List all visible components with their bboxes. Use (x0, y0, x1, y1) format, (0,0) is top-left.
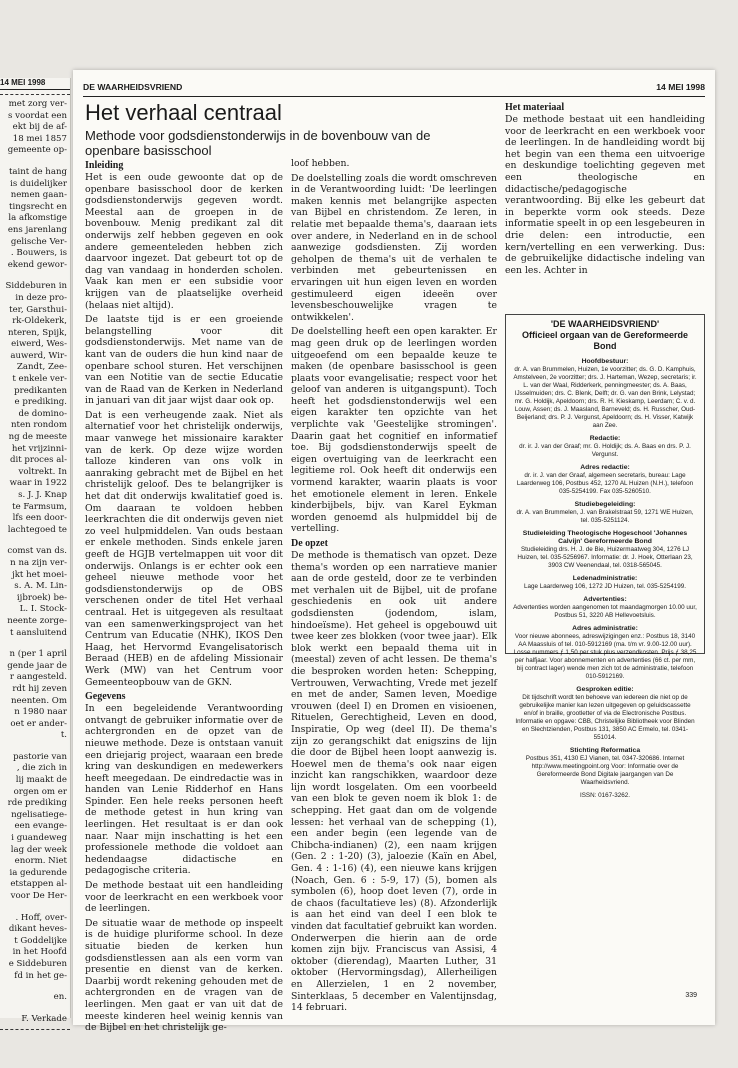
colophon-section-body: ISSN: 0167-3262. (579, 792, 631, 799)
paragraph-gap (0, 982, 70, 992)
colophon-section-body: Lage Laarderweg 106, 1272 JD Huizen, tel. 035-5254199. (523, 583, 687, 590)
left-text-line: ens jarenlang (7, 224, 67, 235)
left-text-line: s. J. J. Knap (18, 490, 67, 500)
left-text-line: met zorg ver- (8, 99, 67, 109)
left-text-line: , die zich in (16, 763, 67, 774)
colophon-section-body: dr. A. van Brummelen, Huizen, 1e voorzitter; ds. G. D. Kamphuis, Amstelveen, 2e voorzitter; drs. J. Harteman, Wezep, secretaris; ir. L. van der Waal, Ridderkerk, penningmeester; ds. A. Baas, IJsselmuiden; drs. C. Blenk, Delft; dr. G. van den Brink, Lelystad; mr. G. Holdijk, Apeldoorn; drs. R. H. Kieskamp, Leerdam; C. v. d. Louw, Assen; ds. J. Maasland, Barneveld; ds. H. Russcher, Oud-Beijerland; drs. P. J. Vergunst, Apeldoorn; ds. H. Visser, Katwijk aan Zee. (513, 366, 697, 429)
paragraph: De situatie waar de methode op inspeelt is de huidige pluriforme school. In deze situatie bieden de kerken hun godsdienstlessen aan als een vorm van presentie en dienst van de kerken. Daarbij wordt rekening gehouden met de achtergronden en de vragen van de leerlingen. Men gaat er van uit dat de meeste kinderen heel weinig kennis van de Bijbel en het christelijk ge- (85, 917, 283, 1034)
left-text-line: Siddeburen in (5, 281, 67, 292)
colophon-section-title: Adres administratie: (572, 625, 638, 632)
left-text-line: ng de meeste (8, 432, 67, 443)
colophon-section-body: dr. ir. J. van der Graaf, algemeen secretaris, bureau: Lage Laarderweg 106, Postbus 452, 1270 AL Huizen (N.H.), telefoon 035-5254199. Fax 035-5260510. (516, 472, 694, 495)
left-text-line: 18 mei 1857 (12, 133, 67, 144)
section-heading: De opzet (291, 538, 328, 549)
left-text-line: s. A. M. Lin- (14, 581, 67, 592)
left-text-line: s voordat een (8, 110, 67, 121)
left-text-line: orgen om er (13, 786, 67, 797)
left-text-line: etstappen al- (10, 879, 67, 890)
left-text-line: t Goddelijke (14, 935, 67, 946)
text-column-2 (291, 158, 497, 1017)
previous-page-strip (0, 78, 71, 1024)
left-text-line: predikanten (14, 385, 67, 396)
left-text-line: voor De Her- (10, 891, 67, 901)
left-text-line: r aangesteld. (9, 672, 67, 683)
paragraph: loof hebben. (291, 158, 350, 169)
left-text-line: eiwerd, Wes- (11, 339, 67, 350)
colophon-sections (512, 358, 698, 800)
colophon-section (512, 686, 698, 742)
left-text-line: enorm. Niet (14, 856, 67, 867)
colophon-section-title: Redactie: (589, 435, 621, 442)
colophon-box (505, 314, 705, 799)
colophon-section-title: Advertenties: (583, 596, 627, 603)
left-text-line: jkt het moei- (12, 569, 67, 580)
colophon-section-body: Advertenties worden aangenomen tot maandagmorgen 10.00 uur, Postbus 51, 3220 AB Hellevoetsluis. (513, 604, 697, 619)
article-title: Het verhaal centraal (85, 100, 282, 125)
left-text-line: . Hoff, over- (15, 912, 67, 923)
left-text-line: de domino- (18, 408, 67, 419)
colophon-section-title: Studiebegeleiding: (574, 501, 636, 508)
page-number: 339 (685, 992, 697, 999)
left-text-line: rdt hij zeven (12, 683, 67, 694)
text-column-1 (85, 158, 283, 1037)
left-text-line: lag der week (10, 844, 67, 855)
left-text-line: is duidelijker (10, 178, 67, 189)
colophon-title: 'DE WAARHEIDSVRIEND' (550, 319, 660, 329)
colophon-section-title: Studieleiding Theologische Hogeschool 'Johannes Calvijn' Gereformeerde Bond (522, 530, 688, 545)
colophon-section-body: dr. A. van Brummelen, J. van Brakelstraat 59, 1271 WE Huizen, tel. 035-5251124. (516, 509, 694, 524)
left-text-line: ekend gewor- (7, 259, 67, 270)
left-text-line: nten rondom (11, 420, 67, 431)
section-heading: Inleiding (85, 160, 124, 171)
paragraph-gap (0, 639, 70, 649)
left-text-line: in het Hoofd (12, 947, 67, 958)
left-text-line: t aansluitend (10, 627, 67, 638)
paragraph: De laatste tijd is er een groeiende belangstelling voor dit godsdienstonderwijs. Met name van de kant van de ouders die hun kind naar de openbare school sturen. Het verschijnen van een Notitie van de sectie Educatie van de Raad van de Kerken in Nederland in januari van dit jaar wijst daar ook op. (85, 314, 283, 407)
left-text-line: dit proces al- (9, 455, 67, 466)
left-text-line: rde prediking (7, 798, 67, 809)
left-text-line: te Farmsum, (12, 501, 67, 512)
article-page (73, 70, 715, 1034)
colophon-section (512, 435, 698, 459)
section-heading: Het materiaal (505, 102, 565, 113)
colophon-section-title: Ledenadministratie: (572, 575, 638, 582)
left-text-line: nteren, Spijk, (7, 327, 67, 338)
left-text-line: n (per 1 april (9, 649, 67, 660)
colophon-section-title: Adres redactie: (580, 464, 630, 471)
colophon-section-body: Dit tijdschrift wordt ten behoeve van iedereen die niet op de gebruikelijke manier kan lezen uitgegeven op geluidscassette en/of in braille, grootletter of via de Electronische Postbus. Informatie en opgave: CBB, Christelijke Bibliotheek voor Blinden en Slechtzienden, Postbus 131, 3850 AC Ermelo, tel. 0341-551014. (515, 694, 695, 741)
colophon-section-body: dr. ir. J. van der Graaf; mr. G. Holdijk; ds. A. Baas en drs. P. J. Vergunst. (519, 443, 691, 458)
colophon-subtitle: Officieel orgaan van de Gereformeerde Bond (521, 330, 689, 351)
colophon-section-title: Stichting Reformatica (569, 747, 641, 754)
left-text-line: ter, Garsthui- (9, 304, 67, 315)
colophon-section (512, 501, 698, 525)
paragraph: De doelstelling zoals die wordt omschreven in de Verantwoording luidt: 'De leerlingen maken kennis met belangrijke aspecten van Bijbel en christendom. Ze leren, in relatie met bepaalde thema's, daaraan iets over andere, in Nederland en in de school aanwezige godsdiensten. Zij worden geholpen de thema's uit de verhalen te verbinden met gebeurtenissen en ervaringen uit hun eigen leven en worden gestimuleerd eigen ideeën over levensbeschouwelijke vragen te ontwikkelen'. (291, 172, 497, 323)
left-text-line: n na zijn ver- (10, 557, 67, 568)
left-text-line: neente zorge- (7, 615, 67, 626)
paragraph: De methode bestaat uit een handleiding voor de leerkracht en een werkboek voor de leerlingen. In de handleiding wordt bij het begin van een thema een uitvoerige en deskundige toelichting gegeven met een theologische en didactische/pedagogische verantwoording. Bij elke les gebeurt dat in beperkte vorm ook steeds. Deze informatie speelt in op een lesgebeuren in drie delen: een introductie, een kern/vertelling en een verwerking. Dus: de gebruikelijke didactische indeling van een les. Achter in (505, 114, 705, 276)
colophon-section-title: Gesproken editie: (576, 686, 634, 693)
left-text-line: lfs een door- (12, 513, 67, 524)
left-text-line: t. (60, 730, 67, 741)
colophon-section-title: Hoofdbestuur: (581, 358, 629, 365)
left-text-line: t enkele ver- (12, 374, 67, 385)
text-column-3 (505, 100, 705, 279)
left-page-text (0, 99, 70, 1030)
paragraph: De doelstelling heeft een open karakter. Er mag geen druk op de leerlingen worden uitgeoefend om een bepaalde keuze te maken (de openbare basisschool is geen plaats voor evangelisatie; respect voor het geloof van anderen is uitgangspunt). Toch heeft het godsdienstonderwijs wel een eigen karakter ten opzichte van het verplichte vak 'Geestelijke stromingen'. Daarin gaat het cognitief en informatief toe. Bij godsdienstonderwijs speelt de eigen overtuiging van de leerkracht een legitieme rol. Ook heeft dit onderwijs een vormend karakter, waarin plaats is voor het emotionele element in leren. Enkele kinderbijbels, bijv. van Karel Eykman worden genoemd als hulpmiddel bij de vertelling. (291, 326, 497, 535)
left-text-line: een evange- (14, 821, 67, 832)
paragraph: Het is een oude gewoonte dat op de openbare basisschool door de kerken godsdienstonderwijs gegeven wordt. Meestal aan de groepen in de bovenbouw. Menig predikant zal dit onderwijs zelf hebben gegeven en ook andere gemeenteleden hebben zich daarvoor ingezet. Dat gebeurt tot op de dag van vandaag in honderden scholen. Vaak kan men er een subsidie voor krijgen van de plaatselijke overheid (helaas niet altijd). (85, 172, 283, 311)
left-text-line: neenten. Om (11, 695, 67, 706)
left-text-line: e prediking. (14, 397, 67, 408)
paragraph: Dat is een verheugende zaak. Niet als alternatief voor het christelijk onderwijs, maar vanwege het missionaire karakter van de kerk. Op deze wijze worden talloze kinderen van ons volk in aanraking gebracht met de Bijbel en het christelijk geloof. Des te belangrijker is het dat dit onderwijs kwalitatief goed is. Om daaraan te voldoen hebben leerkrachten die dit onderwijs geven niet zo veel hulpmiddelen. Van ouds bestaan er enkele methoden. Sinds enkele jaren geeft de HGJB vertelmappen uit voor dit onderwijs. Onlangs is er echter ook een geheel nieuwe methode voor het godsdienstonderwijs op de OBS verschenen onder de titel Het verhaal centraal. Het is uitgegeven als resultaat van een samenwerkingsproject van het Centrum van Educatie (NHK), IKOS Den Haag, het Hervormd Evangelisatorisch Beraad (HEB) en de afdeling Missionair Werk (MW) van het Centrum voor Gemeenteopbouw van de GKN. (85, 409, 283, 688)
running-header-magazine: DE WAARHEIDSVRIEND (83, 82, 183, 92)
left-text-line: oet er ander- (10, 718, 67, 729)
left-text-line: n 1980 naar (14, 707, 67, 718)
left-page-header: 14 MEI 1998 (0, 78, 70, 90)
left-text-line: i guandeweg (11, 833, 67, 844)
colophon-section (512, 464, 698, 496)
paragraph-gap (0, 1004, 70, 1014)
colophon-section (512, 596, 698, 620)
left-text-line: comst van ds. (7, 546, 67, 557)
colophon-section-body: Postbus 351, 4130 EJ Vianen, tel. 0347-320686. Internet http://www.meetingpoint.org Voor: Informatie over de Gereformeerde Bond Digitale jaargangen van De Waarheidsvriend. (525, 755, 685, 786)
paragraph-gap (0, 271, 70, 281)
left-text-line: voltrekt. In (18, 466, 67, 477)
section-heading: Gegevens (85, 691, 126, 703)
left-text-line: tingsrecht en (9, 201, 67, 212)
left-text-line: ngelisatiege- (11, 809, 67, 820)
colophon-section (512, 625, 698, 681)
colophon-section (512, 792, 698, 800)
paragraph: In een begeleidende Verantwoording ontvangt de gebruiker informatie over de achtergronden en de opzet van de nieuwe methode. Deze is ontstaan vanuit een driejarig project, waaraan een brede kring van deskundigen en medewerkers heeft meegedaan. De eindredactie was in handen van Lenie Ridderhof en Hans Spinder. Een hele reeks personen heeft de methode getest in hun kring van leerlingen. Het resultaat is er dan ook naar. Naar mijn inschatting is het een professionele methode die voldoet aan hedendaagse didactische en pedagogische criteria. (85, 703, 283, 877)
paragraph: De methode bestaat uit een handleiding voor de leerkracht en een werkboek voor de leerlingen. (85, 880, 283, 915)
paragraph-gap (0, 536, 70, 546)
colophon-section (512, 358, 698, 430)
paragraph-gap (0, 903, 70, 913)
left-text-line: la afkomstige (8, 213, 67, 224)
left-text-line: L. I. Stock- (19, 604, 67, 615)
left-text-line: waar in 1922 (9, 478, 67, 489)
left-text-line: in deze pro- (15, 292, 67, 303)
paragraph-gap (0, 742, 70, 752)
left-text-line: ekt bij de af- (12, 122, 67, 133)
left-text-line: ijbroek) be- (16, 592, 67, 603)
left-text-line: gemeente op- (7, 145, 67, 156)
dashed-divider (0, 1029, 70, 1030)
left-text-line: . Bouwers, is (10, 248, 67, 259)
running-header (83, 80, 705, 97)
running-header-date: 14 MEI 1998 (656, 82, 705, 92)
left-text-line: gelische Ver- (10, 236, 67, 247)
left-text-line: het vrijzinni- (11, 443, 67, 454)
left-signature-line: en. (53, 992, 67, 1003)
left-text-line: taint de hang (8, 166, 67, 177)
left-text-line: ia gedurende (9, 867, 67, 878)
paragraph-gap (0, 157, 70, 167)
colophon-section-body: Voor nieuwe abonnees, adreswijzigingen enz.: Postbus 18, 3140 AA Maassluis of tel. 010-5912169 (ma. t/m vr. 9.00-12.00 uur). Losse nummers ƒ 1,50 per stuk plus verzendkosten. Prijs ƒ 38,25 per halfjaar. Voor abonnementen en advertenties (66 ct. per mm, bij contract lager) wende men zich tot de administratie, telefoon 010-5912169. (513, 633, 697, 680)
colophon-section (512, 747, 698, 787)
colophon-section (512, 575, 698, 591)
left-text-line: auwerd, Wir- (10, 350, 67, 361)
left-text-line: fd in het ge- (14, 970, 67, 981)
left-text-line: e Siddeburen (8, 958, 67, 969)
left-text-line: pastorie van (13, 751, 67, 762)
left-text-line: rk-Oldekerk, (12, 316, 67, 327)
left-text-line: lachtegoed te (7, 524, 67, 535)
dashed-divider (0, 94, 70, 95)
left-text-line: gende jaar de (7, 660, 67, 671)
article-subtitle: Methode voor godsdienstonderwijs in de bovenbouw van de openbare basisschool (85, 128, 431, 158)
paragraph: De methode is thematisch van opzet. Deze thema's worden op een narratieve manier aan de orde gesteld, door ze te verbinden met verhalen uit de Bijbel, uit de profane geschiedenis en ook uit andere godsdiensten (jodendom, islam, hindoeïsme). Het geheel is opgebouwd uit twee keer zes blokken (voor twee jaar). Elk blok werkt een bepaald thema uit in (meestal) zeven of acht lessen. De thema's die besproken worden heten: Schepping, Vertrouwen, Verwachting, Vrede met jezelf en met de ander, Samen leven, Moedige vrouwen (deel I) en Dromen en visioenen, Rituelen, Gerechtigheid, Leven en dood, Inspiratie, Op weg (deel II). De thema's zijn zo gerangschikt dat enigszins de lijn die door de Bijbel heen loopt aanwezig is. Hoewel men de thema's ook naar eigen inzicht kan rangschikken, waardoor deze lijn wordt losgelaten. Om een voorbeeld van een blok te geven noem ik blok 1: de schepping. Het gaat dan om de volgende lessen: het verhaal van de schepping (1), een ander begin (een legende van de Chibcha-indianen) (2), een naam krijgen (Gen. 2 : 1-20) (3), jaloezie (Kaïn en Abel, Gen. 4 : 1-16) (4), een nieuwe kans krijgen (Noach, Gen. 6 : 5-9, 17) (5), bomen als symbolen (6), hoop doet leven (7), orde in de chaos (facultatieve les) (8). Afzonderlijk is aan het eind van deel I een blok te vinden dat facultatief gebruikt kan worden. Onderwerpen die hierin aan de orde komen zijn bijv. Franciscus van Assisi, 4 oktober (dierendag), Maarten Luther, 31 oktober (Hervormingsdag), Allerheiligen en Allerzielen, 1 en 2 november, Sinterklaas, 5 december en Valentijnsdag, 14 februari. (291, 550, 497, 1014)
left-signature-line: F. Verkade (21, 1013, 67, 1024)
colophon-section-body: Studieleiding drs. H. J. de Bie, Huizermaatweg 304, 1276 LJ Huizen, tel. 035-5256967. Informatie: dr. J. Hoek, Otterlaan 23, 3903 CW Veenendaal, tel. 0318-565045. (517, 546, 693, 569)
left-text-line: nemen gaan- (10, 190, 67, 201)
left-text-line: lij maakt de (15, 775, 67, 786)
left-text-line: Zandt, Zee- (16, 362, 67, 373)
colophon-section (512, 530, 698, 570)
left-text-line: dikant heves- (8, 924, 67, 935)
